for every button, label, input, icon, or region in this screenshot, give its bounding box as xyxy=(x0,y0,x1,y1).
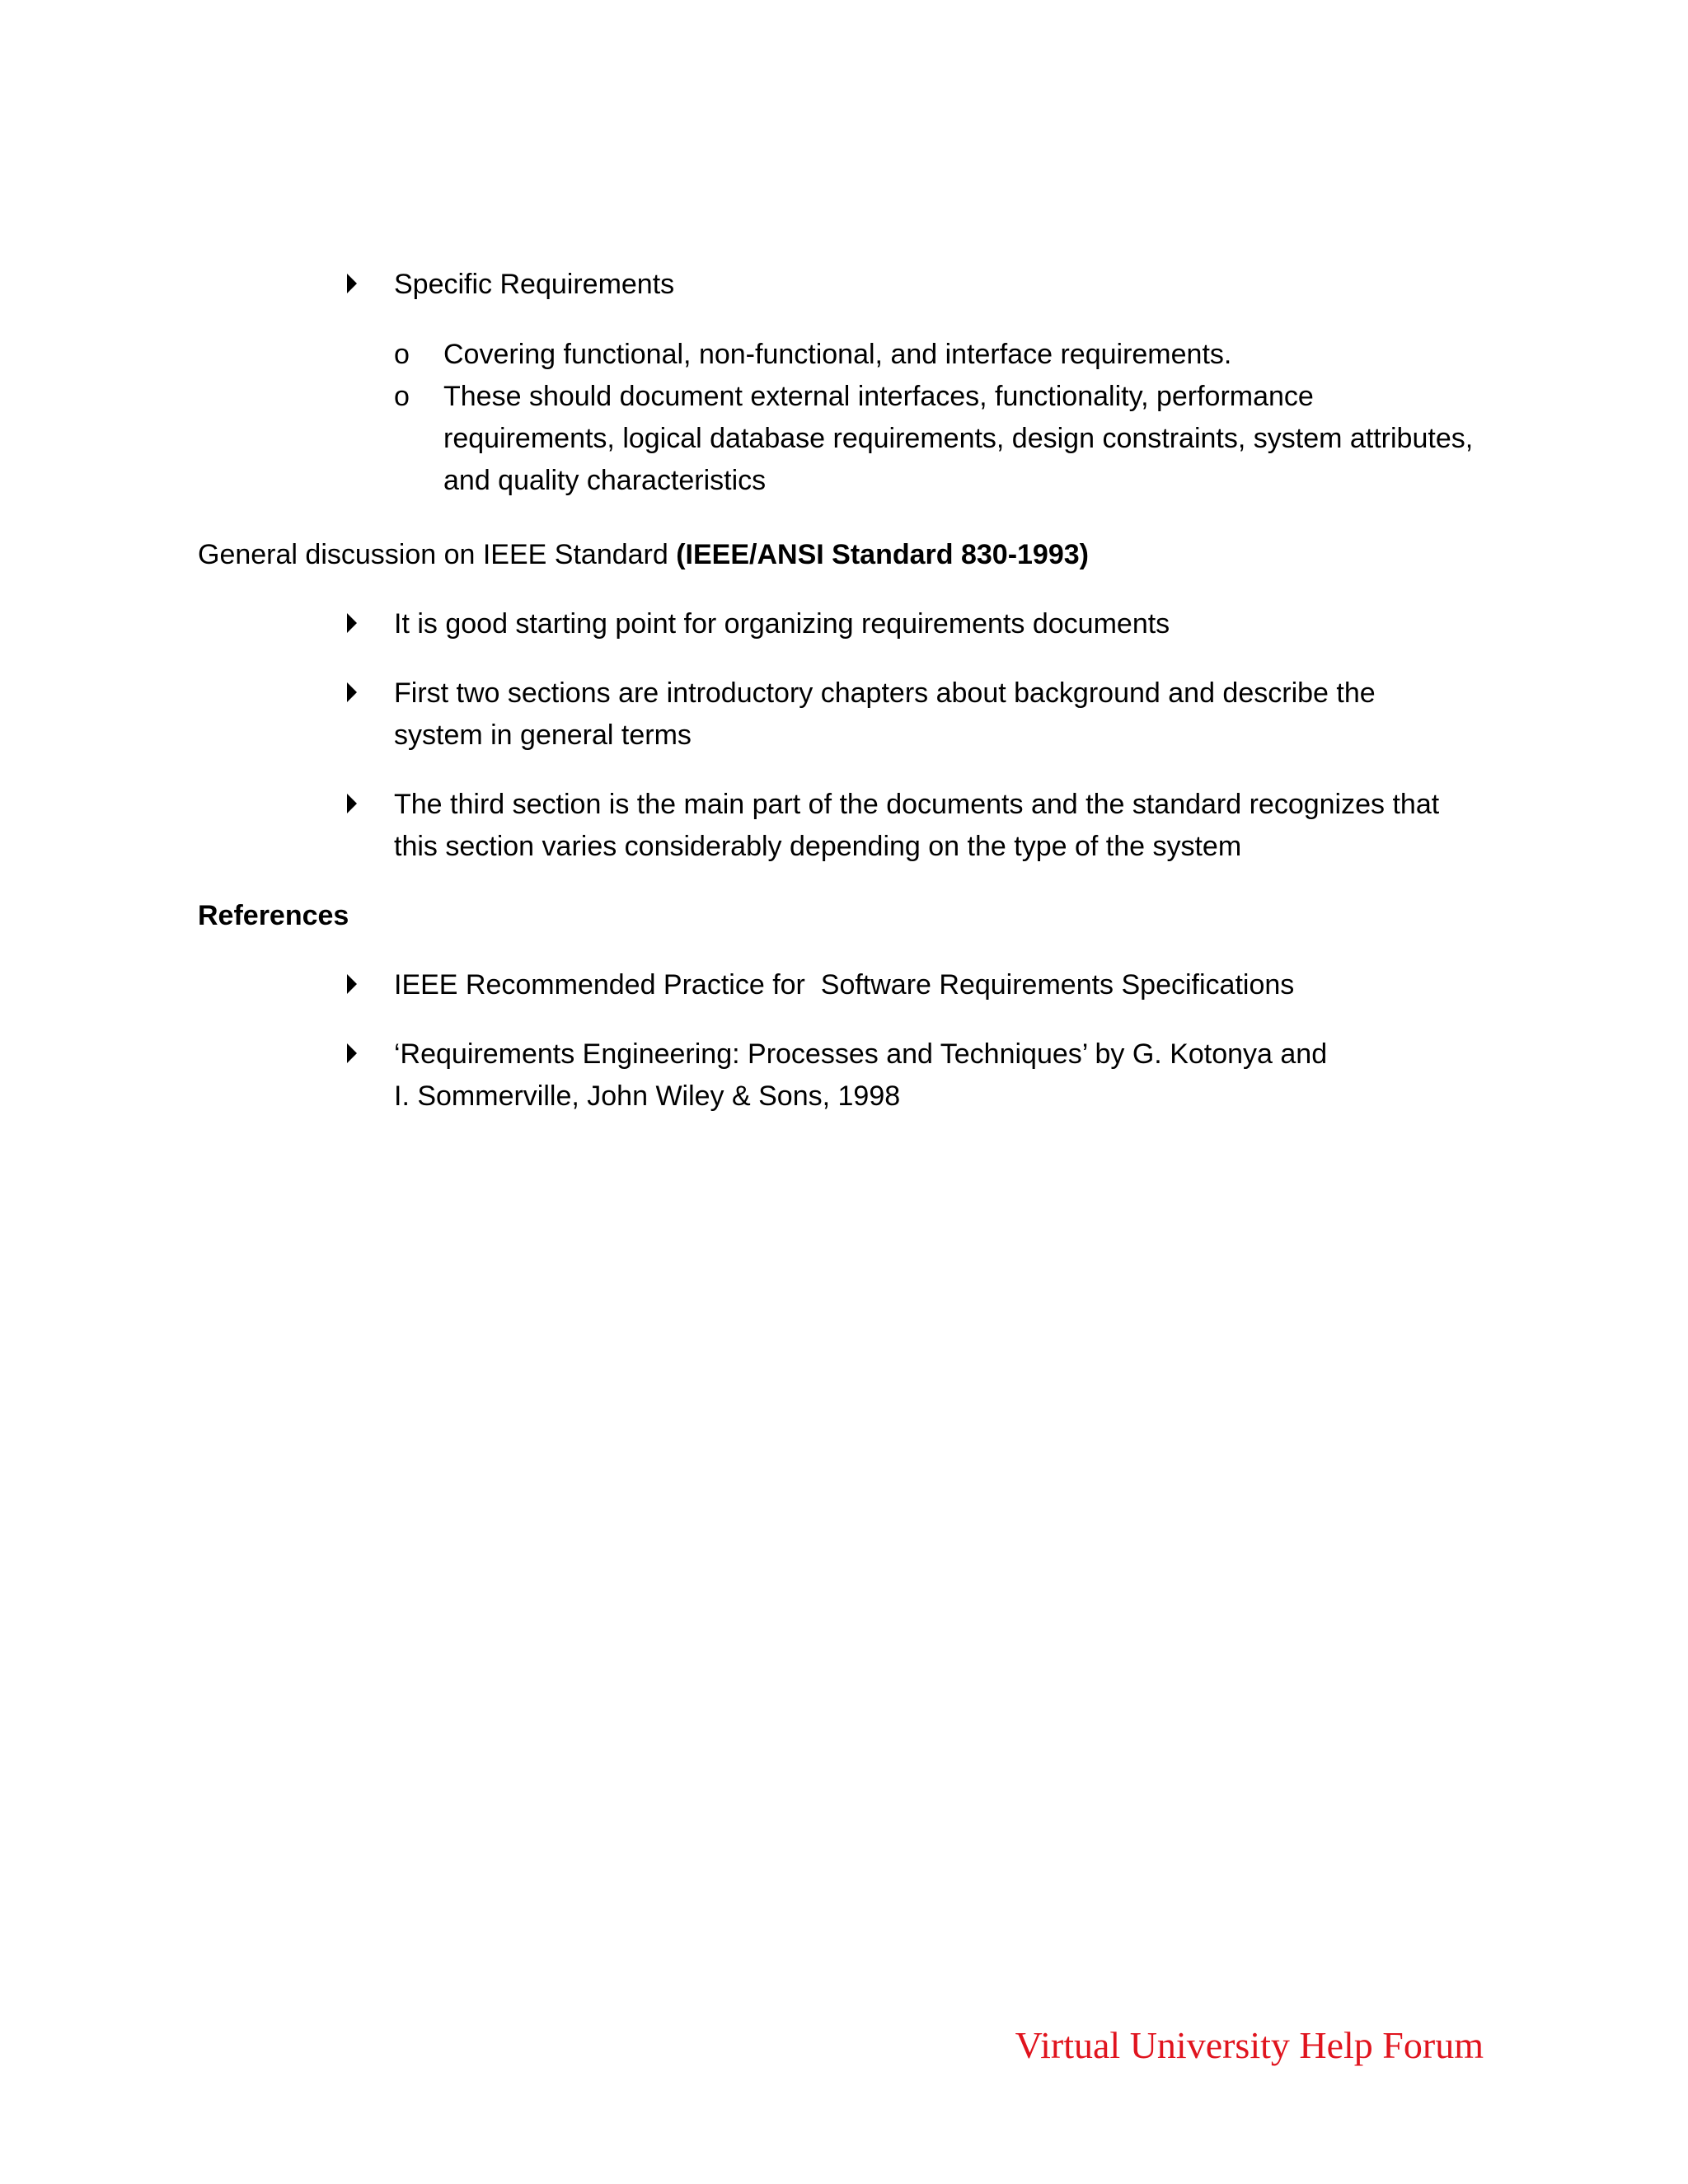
discussion-paragraph xyxy=(198,534,1089,576)
specific-requirements-heading: Specific Requirements xyxy=(394,269,675,300)
subitem-covering: Covering functional, non-functional, and interface requirements. xyxy=(443,339,1232,370)
circle-bullet-icon: o xyxy=(394,339,410,370)
footer-brand-text: Virtual University Help Forum xyxy=(1015,2024,1484,2066)
circle-bullet-icon: o xyxy=(394,381,410,412)
standard-name: (IEEE/ANSI Standard 830-1993) xyxy=(676,539,1089,570)
reference-item-2: ‘Requirements Engineering: Processes and Techniques’ by G. Kotonya and I. Sommerville, John Wiley & Sons, 1998 xyxy=(394,1038,1328,1112)
discussion-item-1: It is good starting point for organizing requirements documents xyxy=(394,608,1170,640)
triangle-bullet-icon xyxy=(345,677,359,707)
triangle-bullet-icon xyxy=(345,1038,359,1068)
subitem-document-interfaces: These should document external interfaces, functionality, performance requirements, logical database requirements, design constraints, system attributes, and quality characteristics xyxy=(443,381,1474,496)
reference-item-1: IEEE Recommended Practice for Software Requirements Specifications xyxy=(394,969,1295,1001)
references-heading: References xyxy=(198,900,349,931)
discussion-item-2: First two sections are introductory chapters about background and describe the system in general terms xyxy=(394,677,1376,751)
triangle-bullet-icon xyxy=(345,269,359,298)
triangle-bullet-icon xyxy=(345,969,359,999)
triangle-bullet-icon xyxy=(345,789,359,818)
triangle-bullet-icon xyxy=(345,608,359,638)
discussion-intro: General discussion on IEEE Standard xyxy=(198,539,677,570)
discussion-item-3: The third section is the main part of the documents and the standard recognizes that this section varies considerably depending on the type of the system xyxy=(394,789,1440,862)
